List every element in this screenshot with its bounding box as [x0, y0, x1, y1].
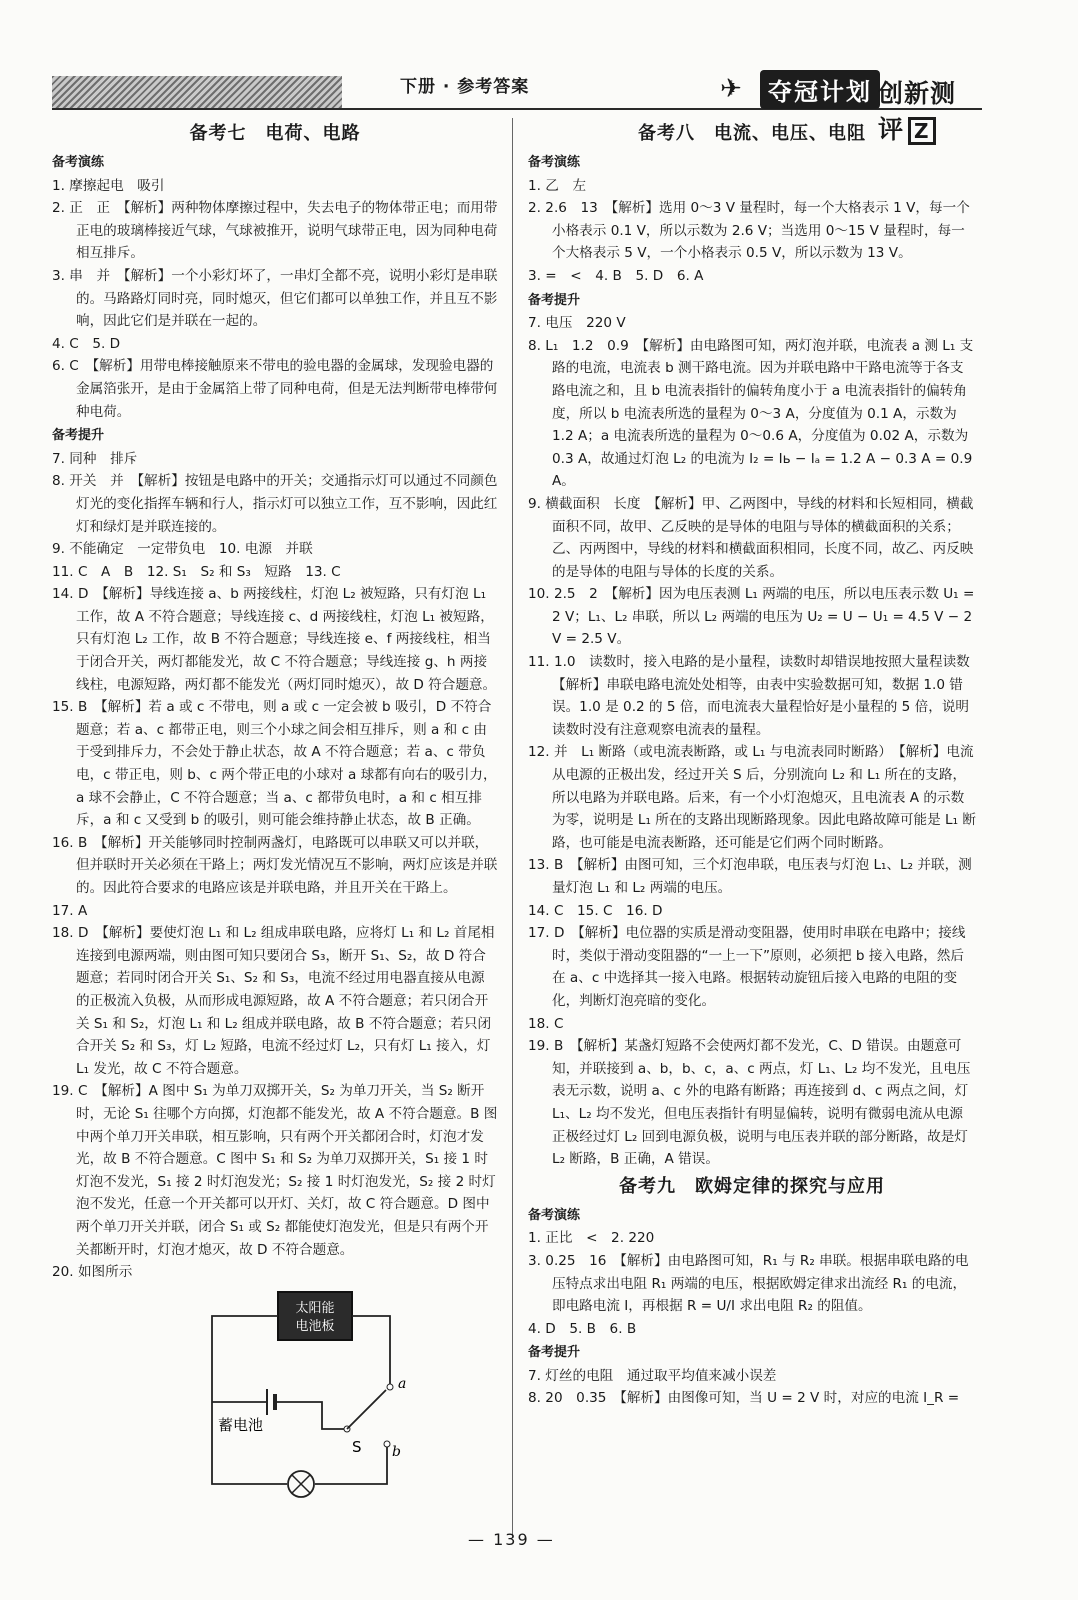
- subsection-heading: 备考演练: [528, 155, 581, 170]
- answer-item: 14. D 【解析】导线连接 a、b 两接线柱，灯泡 L₂ 被短路，只有灯泡 L₁ 工作，故 A 不符合题意；导线连接 c、d 两接线柱，灯泡 L₁ 被短路，只有灯泡 L₂ 工作，故 B 不符合题意；导线连接 e、f 两接线柱，相当于闭合开关，两灯都能发光，故 C 不符合题意；导线连接 g、h 两接线柱，电源短路，两灯都不能发光（两灯同时熄灭），故 D 符合题意。: [52, 586, 497, 693]
- answer-item: 7. 灯丝的电阻 通过取平均值来减小误差: [528, 1367, 777, 1384]
- page-number: — 139 —: [468, 1530, 555, 1549]
- answer-list: [52, 448, 498, 1284]
- circuit-figure: [52, 1284, 498, 1502]
- panel-label-2: 电池板: [295, 1318, 335, 1334]
- subsection-heading: 备考提升: [52, 428, 105, 444]
- circuit-diagram: [52, 1284, 498, 1502]
- answer-item: 18. C: [528, 1015, 564, 1032]
- battery-label: 蓄电池: [218, 1415, 264, 1434]
- answer-item: 4. C 5. D: [52, 335, 121, 352]
- answer-item: 15. B 【解析】若 a 或 c 不带电，则 a 或 c 一定会被 b 吸引，D 不符合题意；若 a、c 都带正电，则三个小球之间会相互排斥，则 a 和 c 由于受到排斥力，不会处于静止状态，故 A 不符合题意；若 a、c 带负电，c 带正电，则 b、c 两个带正电的小球对 a 球都有向右的吸引力，a 球不会静止，C 不符合题意；当 a、c 都带负电时，a 和 c 相互排斥，a 和 c 又受到 b 的吸引，则可能会维持静止状态，故 B 正确。: [52, 699, 497, 829]
- answer-list: [52, 175, 498, 424]
- answer-list: [528, 1227, 976, 1340]
- subsection-heading: 备考提升: [528, 292, 581, 308]
- answer-item: 6. C 【解析】用带电棒接触原来不带电的验电器的金属球，发现验电器的金属箔张开，是由于金属箔上带了同种电荷，但是无法判断带电棒带何种电荷。: [52, 358, 498, 420]
- wire-lamp: [315, 1447, 387, 1484]
- answer-item: 8. L₁ 1.2 0.9 【解析】由电路图可知，两灯泡并联，电流表 a 测 L₁ 支路的电流，电流表 b 测干路电流。因为并联电路中干路电流等于各支路电流之和，且 b 电流表指针的偏转角度小于 a 电流表指针的偏转角度，所以 b 电流表所选的量程为 0～3 A，分度值为 0.1 A，示数为 1.2 A；a 电流表所选的量程为 0～0.6 A，分度值为 0.02 A，示数为 0.3 A，故通过灯泡 L₂ 的电流为 I₂ = Iь − Iₐ = 1.2 A − 0.3 A = 0.9 A。: [528, 337, 974, 490]
- wire-right: [352, 1316, 390, 1374]
- answer-item: 20. 如图所示: [52, 1264, 133, 1281]
- switch-contact-b: [384, 1441, 390, 1447]
- subsection-heading: 备考演练: [52, 155, 105, 170]
- answer-item: 9. 横截面积 长度 【解析】甲、乙两图中，导线的材料和长短相同，横截面积不同，故甲、乙反映的是导体的电阻与导体的横截面积的关系；乙、丙两图中，导线的材料和横截面积相同，长度不同，故乙、丙反映的是导体的电阻与导体的长度的关系。: [528, 495, 974, 580]
- answer-item: 17. A: [52, 902, 88, 919]
- answer-item: 7. 电压 220 V: [528, 315, 626, 332]
- left-column: [52, 118, 498, 1502]
- right-column: [528, 118, 984, 1410]
- column-divider: [512, 118, 513, 1538]
- switch-label: S: [352, 1437, 362, 1456]
- answer-item: 8. 开关 并 【解析】按钮是电路中的开关；交通指示灯可以通过不同颜色灯光的变化指挥车辆和行人，指示灯可以独立工作，互不影响，因此红灯和绿灯是并联连接的。: [52, 473, 498, 535]
- answer-item: 1. 摩擦起电 吸引: [52, 177, 165, 194]
- brand-box: 夺冠计划: [760, 70, 880, 109]
- answer-list: [528, 1365, 976, 1410]
- answer-item: 14. C 15. C 16. D: [528, 902, 663, 919]
- answer-item: 12. 并 L₁ 断路（或电流表断路，或 L₁ 与电流表同时断路） 【解析】电流从电源的正极出发，经过开关 S 后，分别流向 L₂ 和 L₁ 所在的支路，所以电路为并联电路。后来，有一个小灯泡熄灭，且电流表 A 的示数为零，说明是 L₁ 所在的支路出现断路现象。因此电路故障可能是 L₁ 断路，也可能是电流表断路，还可能是它们两个同时断路。: [528, 744, 976, 851]
- answer-list: [528, 312, 984, 1171]
- brand-text: 创新测评 Z: [878, 79, 957, 144]
- answer-item: 17. D 【解析】电位器的实质是滑动变阻器，使用时串联在电路中；接线时，类似于滑动变阻器的“一上一下”原则，必须把 b 接入电路，然后在 a、c 中选择其一接入电路。根据转动旋钮后接入电路的电阻的变化，判断灯泡亮暗的变化。: [528, 925, 966, 1009]
- answer-item: 16. B 【解析】开关能够同时控制两盏灯，电路既可以串联又可以并联，但并联时开关必须在干路上；两灯发光情况互不影响，两灯应该是并联的。因此符合要求的电路应该是并联电路，并且开关在干路上。: [52, 834, 498, 896]
- answer-item: 18. D 【解析】要使灯泡 L₁ 和 L₂ 组成串联电路，应将灯 L₁ 和 L₂ 首尾相连接到电源两端，则由图可知只要闭合 S₃，断开 S₁、S₂，故 D 符合题意；若同时闭合开关 S₁、S₂ 和 S₃，电流不经过用电器直接从电源的正极流入负极，从而形成电源短路，故 A 不符合题意；若只闭合开关 S₁ 和 S₂，灯泡 L₁ 和 L₂ 组成并联电路，故 B 不符合题意；若只闭合开关 S₂ 和 S₃，灯 L₂ 短路，电流不经过灯 L₂，只有灯 L₁ 接入，灯 L₁ 发光，故 C 不符合题意。: [52, 925, 495, 1077]
- answer-item: 2. 正 正 【解析】两种物体摩擦过程中，失去电子的物体带正电；而用带正电的玻璃棒接近气球，气球被推开，说明气球带正电，因为同种电荷相互排斥。: [52, 200, 498, 262]
- answer-item: 1. 乙 左: [528, 177, 587, 194]
- answer-item: 7. 同种 排斥: [52, 450, 138, 467]
- contact-b-label: b: [392, 1443, 401, 1460]
- subsection-heading: 备考提升: [528, 1345, 581, 1361]
- answer-item: 3. 串 并 【解析】一个小彩灯坏了，一串灯全都不亮，说明小彩灯是串联的。马路路灯同时亮，同时熄灭，但它们都可以单独工作，并且互不影响，因此它们是并联在一起的。: [52, 267, 498, 330]
- answer-item: 9. 不能确定 一定带负电 10. 电源 并联: [52, 541, 313, 558]
- answer-item: 10. 2.5 2 【解析】因为电压表测 L₁ 两端的电压，所以电压表示数 U₁ = 2 V；L₁、L₂ 串联，所以 L₂ 两端的电压为 U₂ = U − U₁ = 4.5 V − 2 V = 2.5 V。: [528, 586, 975, 648]
- section-title: 备考七 电荷、电路: [189, 123, 361, 144]
- switch-contact-a: [387, 1384, 393, 1390]
- answer-item: 11. 1.0 读数时，接入电路的是小量程，读数时却错误地按照大量程读数 【解析】串联电路电流处处相等，由表中实验数据可知，数据 1.0 错误。1.0 是 0.2 的 5 倍，而电流表大量程恰好是小量程的 5 倍，说明读数时没有注意观察电流表的量程。: [528, 654, 984, 738]
- contact-a-label: a: [398, 1375, 407, 1392]
- section-title: 备考九 欧姆定律的探究与应用: [619, 1175, 885, 1197]
- header-pattern: [52, 76, 342, 110]
- brand-z-badge: Z: [908, 117, 936, 145]
- answer-item: 4. D 5. B 6. B: [528, 1320, 637, 1337]
- header-title: 下册 · 参考答案: [400, 77, 530, 97]
- rocket-icon: ✈: [720, 74, 742, 104]
- switch-blade: [347, 1390, 386, 1429]
- answer-item: 3. 0.25 16 【解析】由电路图可知，R₁ 与 R₂ 串联。根据串联电路的电压特点求出电阻 R₁ 两端的电压，根据欧姆定律求出流经 R₁ 的电流，即电路电流 I，再根据 R = U/I 求出电阻 R₂ 的阻值。: [528, 1252, 969, 1315]
- answer-item: 8. 20 0.35 【解析】由图像可知，当 U = 2 V 时，对应的电流 I_R =: [528, 1390, 960, 1407]
- answer-list: [528, 175, 976, 288]
- subsection-heading: 备考演练: [528, 1207, 581, 1223]
- answer-item: 19. B 【解析】某盏灯短路不会使两灯都不发光，C、D 错误。由题意可知，并联接到 a、b，b、c，a、c 两点，灯 L₁、L₂ 均不发光，且电压表无示数，说明 a、c 外的电路有断路；再连接到 d、c 两点之间，灯 L₁、L₂ 均不发光，但电压表指针有明显偏转，说明有微弱电流从电源正极经过灯 L₂ 回到电源负极，说明与电压表并联的部分断路，故是灯 L₂ 断路，B 正确，A 错误。: [528, 1038, 971, 1168]
- answer-item: 11. C A B 12. S₁ S₂ 和 S₃ 短路 13. C: [52, 563, 341, 580]
- answer-item: 3. = < 4. B 5. D 6. A: [528, 267, 704, 284]
- answer-item: 1. 正比 < 2. 220: [528, 1230, 655, 1247]
- answer-item: 2. 2.6 13 【解析】选用 0～3 V 量程时，每一个大格表示 1 V，每一个小格表示 0.1 V，所以示数为 2.6 V；当选用 0～15 V 量程时，每一个大格表示 5 V，一个小格表示 0.5 V，所以示数为 13 V。: [528, 200, 970, 262]
- answer-item: 13. B 【解析】由图可知，三个灯泡串联，电压表与灯泡 L₁、L₂ 并联，测量灯泡 L₁ 和 L₂ 两端的电压。: [528, 857, 972, 896]
- wire-to-switch: [275, 1402, 347, 1429]
- panel-label-1: 太阳能: [295, 1300, 335, 1316]
- answer-item: 19. C 【解析】A 图中 S₁ 为单刀双掷开关，S₂ 为单刀开关，当 S₂ 断开时，无论 S₁ 往哪个方向掷，灯泡都不能发光，故 A 不符合题意。B 图中两个单刀开关串联，相互影响，只有两个开关都闭合时，灯泡才发光，故 B 不符合题意。C 图中 S₁ 和 S₂ 为单刀双掷开关，S₁ 接 1 时灯泡不发光，S₁ 接 2 时灯泡发光；S₂ 接 1 时灯泡发光，S₂ 接 2 时灯泡不发光，任意一个开关都可以开灯、关灯，故 C 符合题意。D 图中两个单刀开关并联，闭合 S₁ 或 S₂ 都能使灯泡发光，但是只有两个开关都断开时，灯泡才熄灭，故 D 不符合题意。: [52, 1083, 498, 1258]
- section-title: 备考八 电流、电压、电阻: [638, 123, 866, 144]
